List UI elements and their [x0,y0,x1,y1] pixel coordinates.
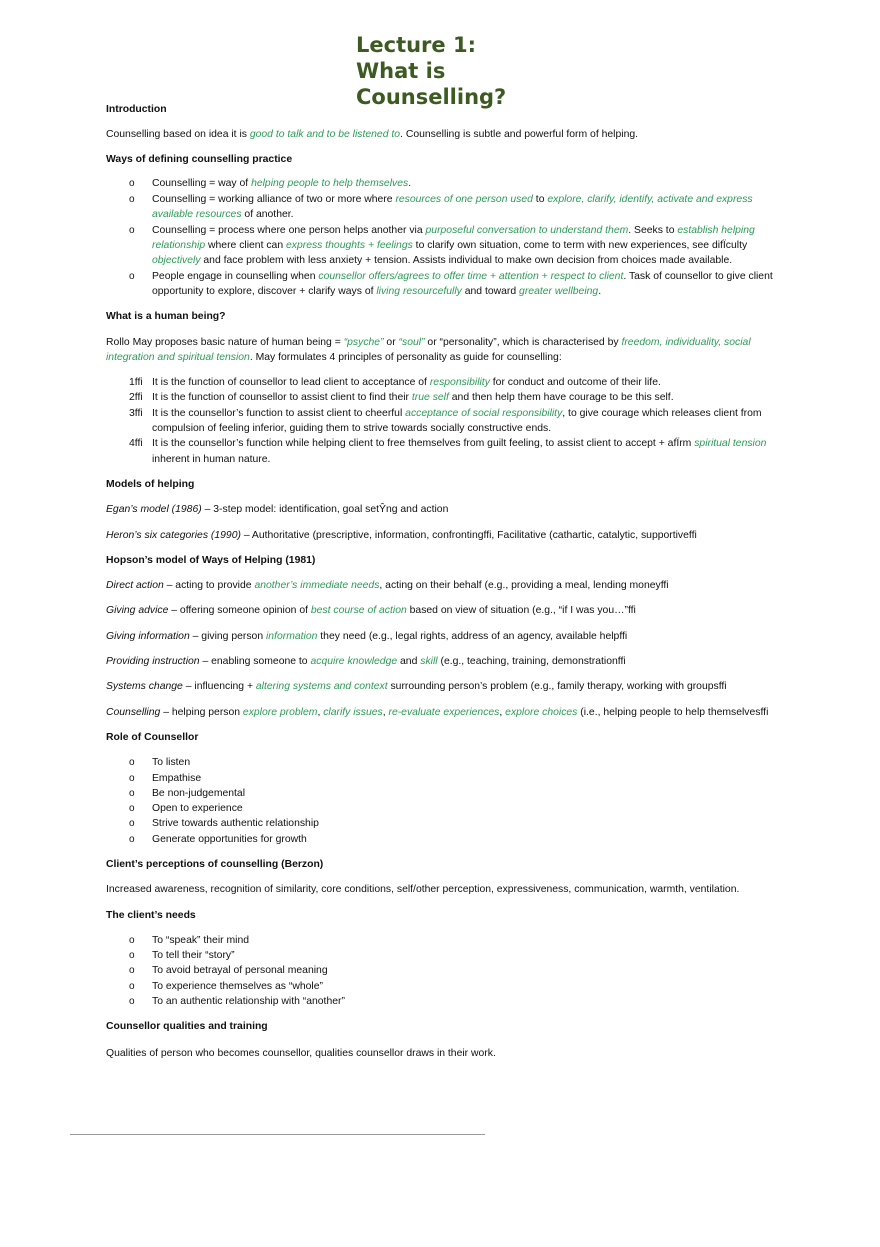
list-item: 3ffi It is the counsellor’s function to assist client to cheerful acceptance of social responsibility, to give courage which releases client from compulsion of feeling inferior, guiding them to strive towards socially constructive ends. [129,407,762,435]
hopson-heading: Hopson’s model of Ways of Helping (1981) [106,554,316,566]
title-line: What is [356,59,446,83]
list-item: o Be non-judgemental [106,786,786,801]
human-heading: What is a human being? [106,311,226,323]
footer-divider [70,1134,485,1135]
hopson-providing-instruction: Providing instruction – enabling someone to acquire knowledge and skill (e.g., teaching, training, demonstrationffi [106,656,626,668]
principles-list [106,375,786,467]
list-item: o People engage in counselling when counsellor offers/agrees to offer time + attention + respect to client. Task of counsellor to give client opportunity to explore, discover + clarify ways of living resourcefully and toward greater wellbeing. [106,269,786,300]
qualities-text: Qualities of person who becomes counsellor, qualities counsellor draws in their work. [106,1047,496,1059]
hopson-direct-action: Direct action – acting to provide another’s immediate needs, acting on their behalf (e.g., providing a meal, lending moneyffi [106,580,669,592]
list-item: o To avoid betrayal of personal meaning [106,963,786,978]
hopson-counselling: Counselling – helping person explore problem, clarify issues, re-evaluate experiences, explore choices (i.e., helping people to help themselvesffi [106,706,769,718]
list-item: o Counselling = process where one person helps another via purposeful conversation to understand them. Seeks to establish helping relationship where client can express thoughts + feelings to clarify own situation, come to term with new experiences, see difÏculty objectively and face problem with less anxiety + tension. Assists individual to make own decision from choices made available. [106,223,786,269]
needs-heading: The client’s needs [106,909,196,921]
document-body [106,102,786,1061]
list-item: o To “speak” their mind [106,933,786,948]
list-item: 1ffi It is the function of counsellor to lead client to acceptance of responsibility for conduct and outcome of their life. [129,377,661,389]
list-item: 2ffi It is the function of counsellor to assist client to find their true self and then help them have courage to be this self. [129,392,674,404]
perceptions-text: Increased awareness, recognition of similarity, core conditions, self/other perception, expressiveness, communication, warmth, ventilation. [106,884,740,896]
ways-heading: Ways of defining counselling practice [106,153,293,165]
hopson-giving-advice: Giving advice – offering someone opinion of best course of action based on view of situation (e.g., “if I was you…”ffi [106,605,636,617]
hopson-systems-change: Systems change – influencing + altering systems and context surrounding person’s problem (e.g., family therapy, working with groupsffi [106,681,727,693]
list-item: o Open to experience [106,801,786,816]
page-title [356,32,656,110]
needs-list [106,933,786,1009]
role-list [106,755,786,847]
egan-model: Egan’s model (1986) – 3-step model: identification, goal setŶng and action [106,504,449,516]
role-heading: Role of Counsellor [106,731,199,743]
list-item: o Empathise [106,771,786,786]
hopson-giving-information: Giving information – giving person information they need (e.g., legal rights, address of an agency, available helpffi [106,630,628,642]
list-item: o To listen [106,755,786,770]
intro-paragraph: Counselling based on idea it is good to talk and to be listened to. Counselling is subtle and powerful form of helping. [106,129,639,141]
title-line: Counselling? [356,85,507,109]
heron-model: Heron’s six categories (1990) – Authoritative (prescriptive, information, confrontingffi, Facilitative (cathartic, catalytic, supportiveffi [106,529,697,541]
list-item: o Counselling = way of helping people to help themselves. [106,176,786,191]
list-item: o Generate opportunities for growth [106,832,786,847]
list-item: o Strive towards authentic relationship [106,816,786,831]
perceptions-heading: Client’s perceptions of counselling (Berzon) [106,858,324,870]
qualities-heading: Counsellor qualities and training [106,1021,268,1033]
list-item: o To an authentic relationship with “another” [106,994,786,1009]
human-paragraph: Rollo May proposes basic nature of human being = “psyche” or “soul” or “personality”, which is characterised by freedom, individuality, social integration and spiritual tension. May formulates 4 principles of personality as guide for counselling: [106,336,751,363]
models-heading: Models of helping [106,478,195,490]
ways-list [106,176,786,299]
list-item: 4ffi It is the counsellor’s function while helping client to free themselves from guilt feeling, to assist client to accept + afÏrm spiritual tension inherent in human nature. [129,438,767,465]
title-line: Lecture 1: [356,33,476,57]
intro-heading: Introduction [106,104,167,115]
list-item: o Counselling = working alliance of two or more where resources of one person used to explore, clarify, identify, activate and express available resources of another. [106,192,786,223]
list-item: o To experience themselves as “whole” [106,979,786,994]
list-item: o To tell their “story” [106,948,786,963]
